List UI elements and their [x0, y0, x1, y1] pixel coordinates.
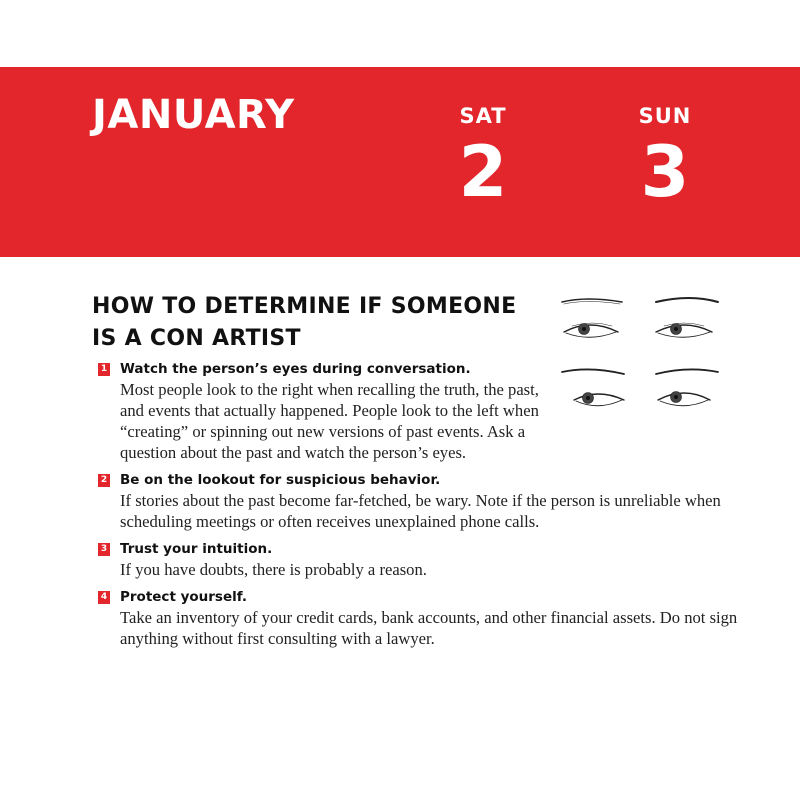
- tip-body: If stories about the past become far-fetched, be wary. Note if the person is unreliable when scheduling meetings or often receives unexplained phone calls.: [120, 491, 721, 531]
- weekday-label: SUN: [638, 104, 692, 128]
- day-saturday: [428, 104, 538, 213]
- tip-number-badge: 1: [98, 363, 110, 376]
- tips-list: [98, 360, 778, 657]
- tip-item: [98, 360, 778, 463]
- tip-heading: Be on the lookout for suspicious behavior.: [120, 472, 441, 488]
- tip-body: Most people look to the right when recalling the truth, the past, and events that actually happened. People look to the left when “creating” or spinning out new versions of past events. Ask a question about the past and watch the person’s eyes.: [120, 380, 539, 462]
- tip-body: Take an inventory of your credit cards, bank accounts, and other financial assets. Do not sign anything without first consulting with a lawyer.: [120, 608, 738, 648]
- tip-heading: Protect yourself.: [120, 589, 248, 605]
- tip-number-badge: 4: [98, 591, 110, 604]
- tip-number-badge: 3: [98, 543, 110, 556]
- weekday-label: SAT: [459, 104, 507, 128]
- month-label: JANUARY: [92, 92, 295, 138]
- tip-heading: Trust your intuition.: [120, 541, 273, 557]
- tip-heading: Watch the person’s eyes during conversation.: [120, 361, 471, 377]
- tip-item: [98, 540, 778, 580]
- title-line-1: HOW TO DETERMINE IF SOMEONE: [92, 294, 517, 319]
- tip-item: [98, 471, 778, 532]
- date-number: 2: [458, 131, 508, 213]
- page-title: [92, 291, 516, 355]
- date-number: 3: [640, 131, 690, 213]
- tip-body: If you have doubts, there is probably a reason.: [120, 560, 427, 579]
- title-line-2: IS A CON ARTIST: [92, 326, 301, 351]
- day-sunday: [610, 104, 720, 213]
- tip-item: [98, 588, 778, 649]
- tip-number-badge: 2: [98, 474, 110, 487]
